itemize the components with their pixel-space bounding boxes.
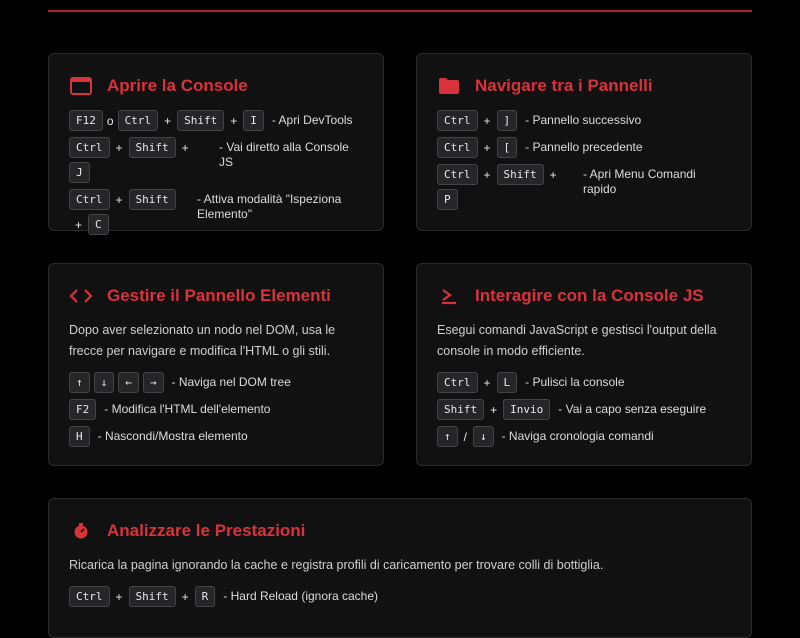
key: [ [497, 137, 518, 158]
key: Shift [497, 164, 544, 185]
separator: + [115, 589, 123, 604]
card-title: Gestire il Pannello Elementi [107, 286, 331, 305]
key: F2 [69, 399, 96, 420]
terminal-icon [437, 286, 461, 306]
arrow-up-key: ↑ [437, 426, 458, 447]
folder-icon [437, 76, 461, 96]
key: Ctrl [69, 137, 110, 158]
key: Ctrl [69, 586, 110, 607]
window-icon [69, 76, 93, 96]
key: Ctrl [69, 189, 110, 210]
separator: + [230, 113, 238, 128]
card-navigate-panels [416, 53, 752, 231]
shortcut-description: - Naviga nel DOM tree [171, 375, 291, 389]
card-description: Dopo aver selezionato un nodo nel DOM, usa le frecce per navigare e modifica l'HTML o gli stili. [69, 323, 336, 358]
stopwatch-icon [69, 521, 93, 541]
separator: + [181, 589, 189, 604]
key: Ctrl [437, 164, 478, 185]
shortcut-description: - Attiva modalità "Ispeziona Elemento" [197, 192, 342, 221]
card-open-console [48, 53, 384, 231]
separator: + [490, 402, 498, 417]
card-title: Aprire la Console [107, 76, 248, 95]
key: Invio [503, 399, 550, 420]
arrow-up-key: ↑ [69, 372, 90, 393]
shortcut-row [69, 399, 363, 420]
separator: + [483, 113, 491, 128]
shortcut-description: - Pulisci la console [525, 375, 625, 389]
key: Shift [437, 399, 484, 420]
card-performance [48, 498, 752, 638]
shortcut-row [437, 164, 731, 210]
separator: + [115, 192, 123, 207]
card-header [437, 286, 731, 306]
shortcut-description: - Nascondi/Mostra elemento [97, 429, 248, 443]
separator: + [483, 375, 491, 390]
shortcut-row [69, 189, 363, 235]
shortcut-row [69, 426, 363, 447]
card-description: Ricarica la pagina ignorando la cache e registra profili di caricamento per trovare colli di bottiglia. [69, 558, 604, 572]
top-divider [48, 10, 752, 12]
key: J [69, 162, 90, 183]
key: C [88, 214, 109, 235]
arrow-down-key: ↓ [473, 426, 494, 447]
shortcut-description: - Apri DevTools [271, 113, 353, 127]
shortcut-description: - Vai a capo senza eseguire [558, 402, 707, 416]
key: ] [497, 110, 518, 131]
code-icon [69, 286, 93, 306]
key: H [69, 426, 90, 447]
card-js-console [416, 263, 752, 466]
arrow-left-key: ← [118, 372, 139, 393]
shortcut-row [69, 137, 363, 183]
card-header [437, 76, 731, 96]
card-header [69, 521, 731, 541]
shortcut-description: - Naviga cronologia comandi [501, 429, 654, 443]
key: I [243, 110, 264, 131]
key: Shift [129, 189, 176, 210]
key: Ctrl [118, 110, 159, 131]
arrow-down-key: ↓ [94, 372, 115, 393]
arrow-right-key: → [143, 372, 164, 393]
key: Ctrl [437, 137, 478, 158]
shortcut-description: - Pannello successivo [525, 113, 642, 127]
shortcut-description: - Hard Reload (ignora cache) [223, 589, 379, 603]
key: L [497, 372, 518, 393]
card-elements-panel [48, 263, 384, 466]
key: Ctrl [437, 372, 478, 393]
card-description: Esegui comandi JavaScript e gestisci l'output della console in modo efficiente. [437, 323, 717, 358]
separator: + [75, 217, 83, 232]
separator: + [549, 167, 557, 182]
shortcut-row [69, 372, 363, 393]
separator: + [181, 140, 189, 155]
shortcut-row [437, 110, 731, 131]
shortcut-description: - Modifica l'HTML dell'elemento [104, 402, 271, 416]
shortcut-row [69, 110, 363, 131]
separator: + [115, 140, 123, 155]
separator: + [483, 140, 491, 155]
shortcut-description: - Vai diretto alla Console JS [219, 140, 349, 169]
separator: + [483, 167, 491, 182]
shortcut-row [437, 426, 731, 447]
card-title: Navigare tra i Pannelli [475, 76, 653, 95]
key: Ctrl [437, 110, 478, 131]
separator: o [106, 113, 114, 128]
separator: / [463, 429, 467, 444]
separator: + [164, 113, 172, 128]
shortcut-description: - Apri Menu Comandi rapido [583, 167, 696, 196]
shortcut-row [437, 372, 731, 393]
card-title: Analizzare le Prestazioni [107, 521, 306, 540]
card-title: Interagire con la Console JS [475, 286, 704, 305]
shortcut-description: - Pannello precedente [525, 140, 643, 154]
card-header [69, 286, 363, 306]
key: R [195, 586, 216, 607]
key: Shift [129, 137, 176, 158]
card-header [69, 76, 363, 96]
key: Shift [129, 586, 176, 607]
key: Shift [177, 110, 224, 131]
shortcut-row [437, 399, 731, 420]
key: F12 [69, 110, 103, 131]
key: P [437, 189, 458, 210]
shortcut-row [437, 137, 731, 158]
shortcut-row [69, 586, 731, 607]
